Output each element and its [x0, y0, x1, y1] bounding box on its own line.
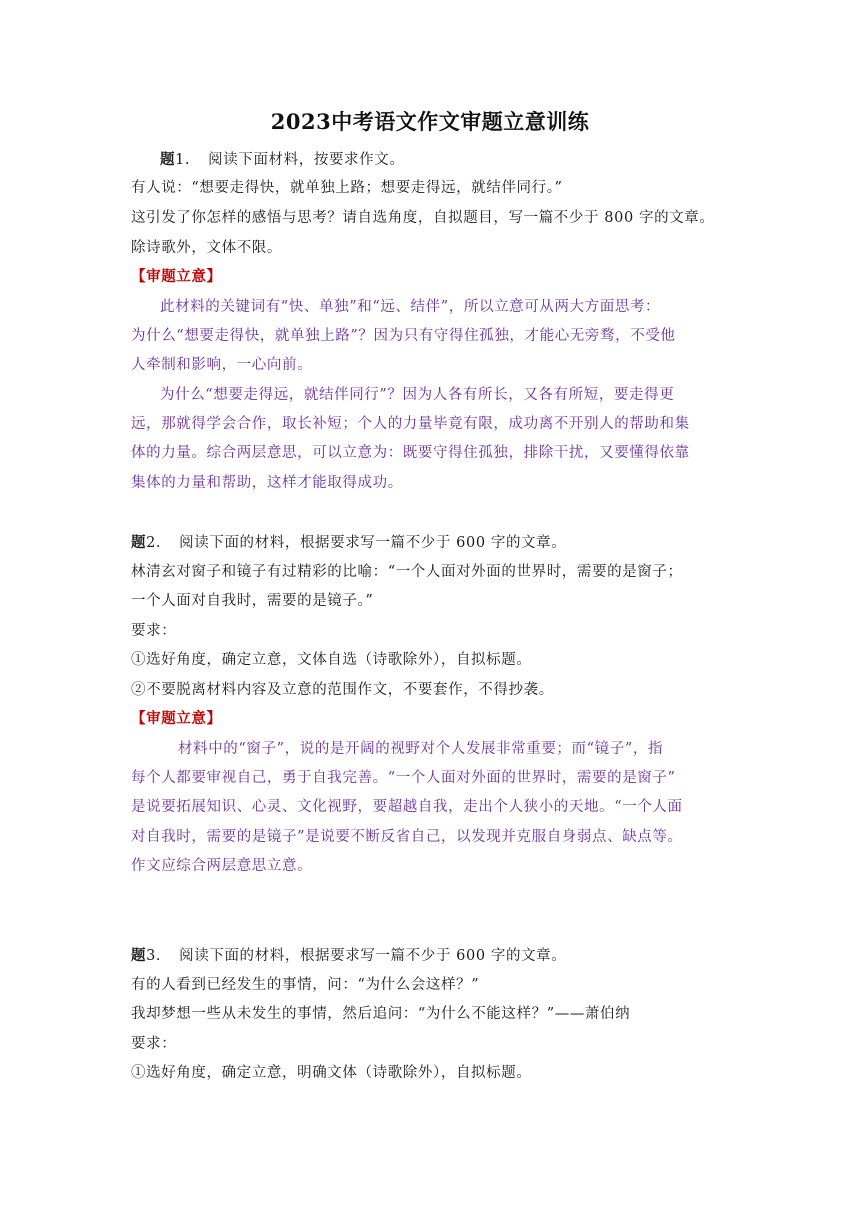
question-1-header: [160, 150, 760, 170]
q2-analysis-line: 作文应综合两层意思立意。: [131, 858, 313, 874]
q1-material-line: 这引发了你怎样的感悟与思考？请自选角度，自拟题目，写一篇不少于 800 字的文章。: [131, 210, 715, 226]
q3-material-line: ①选好角度，确定立意，明确文体（诗歌除外），自拟标题。: [131, 1065, 532, 1081]
question-1-number: 1.: [175, 152, 191, 168]
q2-material-line: 要求：: [131, 623, 177, 639]
q2-analysis-line: 对自我时，需要的是镜子”是说要不断反省自己，以发现并克服自身弱点、缺点等。: [131, 829, 683, 845]
question-1-label: 题: [160, 151, 176, 168]
question-2-label: 题: [131, 534, 147, 551]
q1-analysis-line: 远，那就得学会合作，取长补短；个人的力量毕竟有限，成功离不开别人的帮助和集: [131, 416, 690, 432]
q3-material-line: 有的人看到已经发生的事情，问：“为什么会这样？”: [131, 977, 480, 993]
q2-analysis-line: 每个人都要审视自己，勇于自我完善。“一个人面对外面的世界时，需要的是窗子”: [131, 770, 676, 786]
q2-analysis-heading: 【审题立意】: [131, 710, 222, 727]
q1-analysis-line: 体的力量。综合两层意思，可以立意为：既要守得住孤独，排除干扰，又要懂得依靠: [131, 445, 690, 461]
question-2-prompt: 阅读下面的材料，根据要求写一篇不少于 600 字的文章。: [179, 535, 567, 551]
question-3-label: 题: [131, 947, 147, 964]
q1-analysis-line: 为什么“想要走得远，就结伴同行”？因为人各有所长，又各有所短，要走得更: [160, 387, 675, 403]
q3-material-line: 要求：: [131, 1036, 177, 1052]
question-3-number: 3.: [146, 948, 162, 964]
q2-material-line: 林清玄对窗子和镜子有过精彩的比喻：“一个人面对外面的世界时，需要的是窗子；: [131, 564, 683, 580]
q1-analysis-line: 集体的力量和帮助，这样才能取得成功。: [131, 475, 403, 491]
q1-analysis-line: 人牵制和影响，一心向前。: [131, 357, 313, 373]
q2-analysis-line: 是说要拓展知识、心灵、文化视野，要超越自我，走出个人狭小的天地。“一个人面: [131, 799, 683, 815]
question-1-prompt: 阅读下面材料，按要求作文。: [208, 152, 405, 168]
q2-material-line: ①选好角度，确定立意，文体自选（诗歌除外），自拟标题。: [131, 652, 532, 668]
question-2-header: [131, 533, 731, 553]
q1-analysis-line: 为什么“想要走得快，就单独上路”？因为只有守得住孤独，才能心无旁骛，不受他: [131, 328, 676, 344]
question-2-number: 2.: [146, 535, 162, 551]
q2-analysis-line: 材料中的“窗子”，说的是开阔的视野对个人发展非常重要；而“镜子”，指: [178, 741, 664, 757]
q1-material-line: 除诗歌外，文体不限。: [131, 240, 282, 256]
question-3-header: [131, 946, 731, 966]
question-3-prompt: 阅读下面的材料，根据要求写一篇不少于 600 字的文章。: [179, 948, 567, 964]
q3-material-line: 我却梦想一些从未发生的事情，然后追问：“为什么不能这样？”——萧伯纳: [131, 1006, 631, 1022]
page-title: 2023中考语文作文审题立意训练: [270, 109, 590, 134]
q1-analysis-heading: 【审题立意】: [131, 268, 222, 285]
q2-material-line: ②不要脱离材料内容及立意的范围作文，不要套作，不得抄袭。: [131, 682, 554, 698]
q1-analysis-line: 此材料的关键词有“快、单独”和“远、结伴”，所以立意可从两大方面思考：: [160, 299, 661, 315]
q1-material-line: 有人说：“想要走得快，就单独上路；想要走得远，就结伴同行。”: [131, 180, 563, 196]
q2-material-line: 一个人面对自我时，需要的是镜子。”: [131, 593, 374, 609]
